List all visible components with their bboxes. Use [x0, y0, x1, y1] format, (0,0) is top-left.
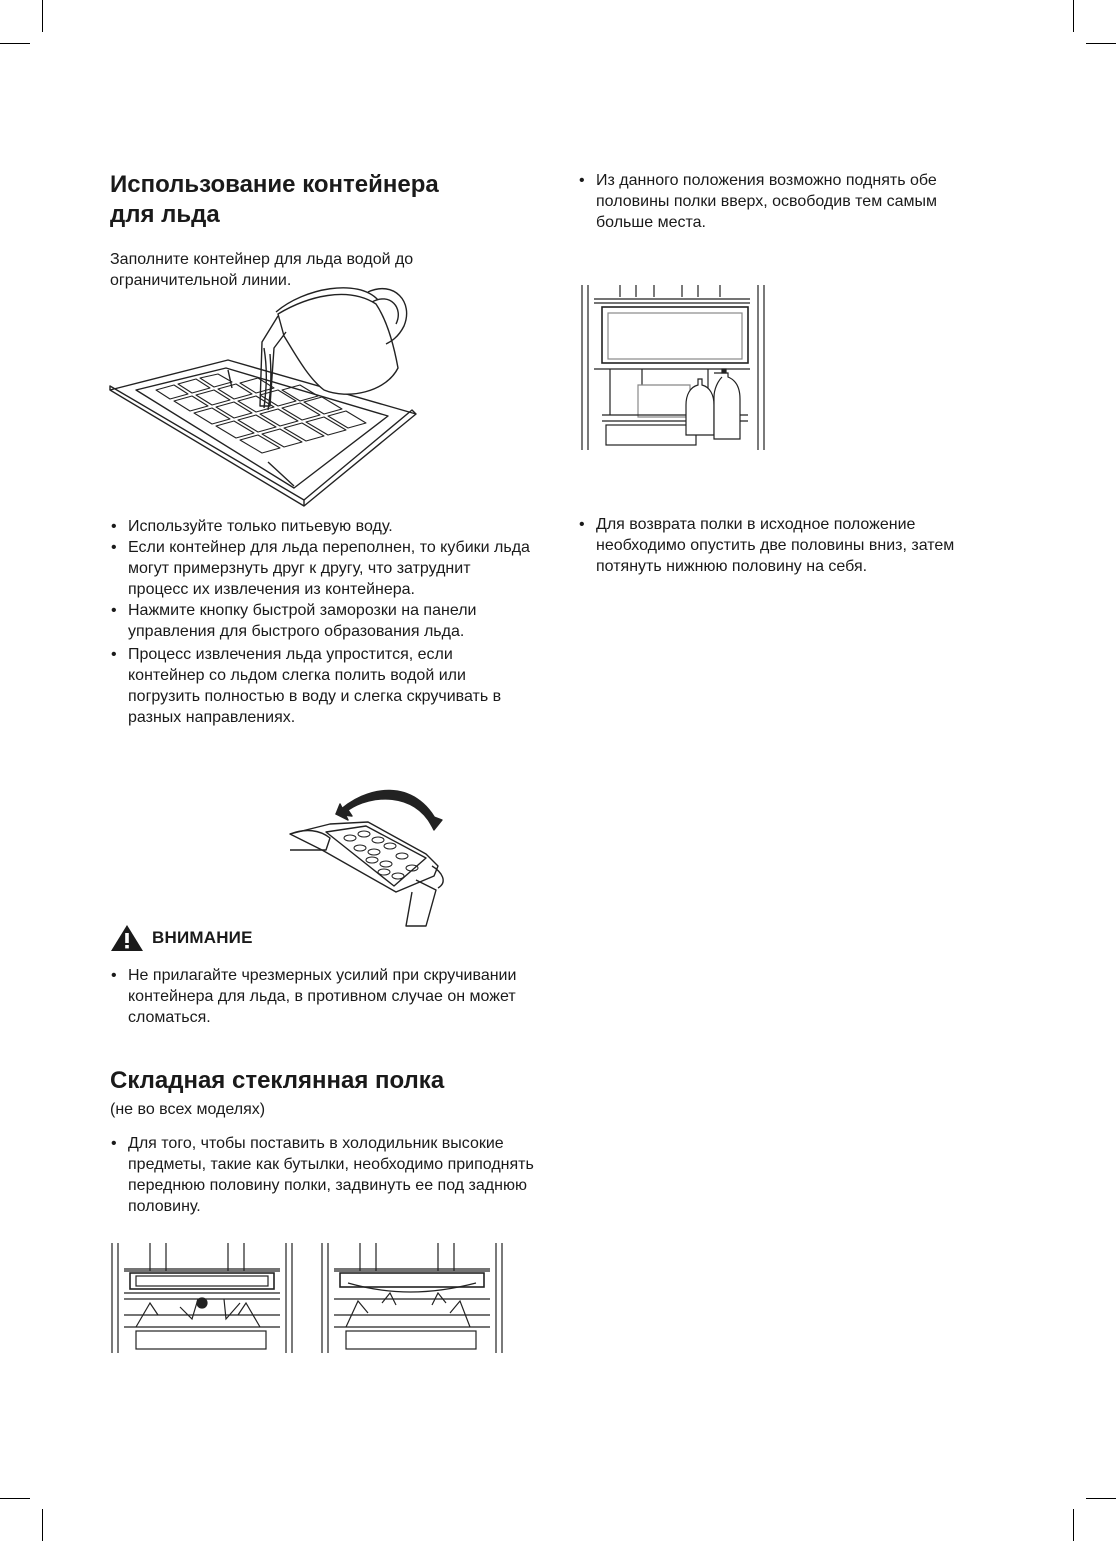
ice-intro-line2: ограничительной линии. — [110, 272, 292, 289]
ice-intro-line1: Заполните контейнер для льда водой до — [110, 251, 414, 268]
shelf-fold-illustration-1 — [110, 1243, 294, 1353]
list-item: • Используйте только питьевую воду. — [110, 516, 530, 537]
ice-tray-filling-illustration — [108, 282, 420, 512]
warning-header — [110, 924, 253, 952]
folding-shelf-bullets — [110, 1133, 535, 1217]
ice-usage-bullets — [110, 516, 530, 728]
shelf-raised-illustration — [580, 285, 770, 450]
folding-shelf-heading: Складная стеклянная полка — [110, 1067, 445, 1094]
ice-tray-twisting-illustration — [286, 780, 450, 930]
list-item: • Если контейнер для льда переполнен, то кубики льда могут примерзнуть друг к другу, что затруднит процесс их извлечения из контейнера. — [110, 537, 530, 600]
shelf-fold-illustration-2 — [320, 1243, 504, 1353]
shelf-return-bullets — [578, 514, 973, 577]
ice-heading-line2: для льда — [110, 201, 220, 228]
ice-heading-line1: Использование контейнера — [110, 171, 439, 198]
folding-shelf-note: (не во всех моделях) — [110, 1101, 266, 1118]
shelf-raise-bullets — [578, 170, 973, 233]
warning-title: ВНИМАНИЕ — [152, 928, 253, 947]
list-item: • Процесс извлечения льда упростится, если контейнер со льдом слегка полить водой или погрузить полностью в воду и слегка скручивать в разных направлениях. — [110, 644, 530, 728]
list-item: • Для возврата полки в исходное положение необходимо опустить две половины вниз, затем потянуть нижнюю половину на себя. — [578, 514, 973, 577]
list-item: • Для того, чтобы поставить в холодильник высокие предметы, такие как бутылки, необходимо приподнять переднюю половину полки, задвинуть ее под заднюю половину. — [110, 1133, 535, 1217]
list-item: • Из данного положения возможно поднять обе половины полки вверх, освободив тем самым больше места. — [578, 170, 973, 233]
warning-bullets — [110, 965, 530, 1028]
list-item: • Нажмите кнопку быстрой заморозки на панели управления для быстрого образования льда. — [110, 600, 530, 642]
warning-triangle-icon — [110, 924, 144, 952]
list-item: • Не прилагайте чрезмерных усилий при скручивании контейнера для льда, в противном случае он может сломаться. — [110, 965, 530, 1028]
ice-container-heading — [110, 170, 439, 230]
